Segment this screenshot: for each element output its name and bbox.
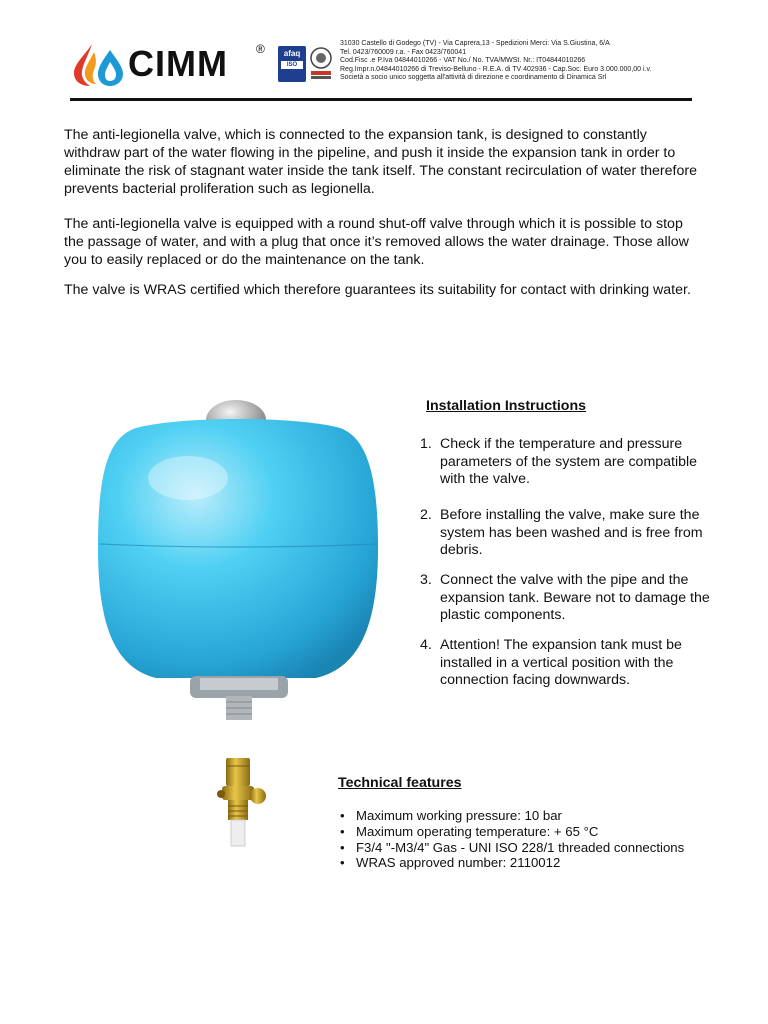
installation-instructions-heading: Installation Instructions [426, 398, 587, 414]
company-info-line: Cod.Fisc .e P.Iva 04844010266 - VAT No./ No. TVA/MWSt. Nr.: IT04844010266 [340, 57, 586, 65]
company-info-line: Reg.Impr.n.04844010266 di Treviso-Belluno - R.E.A. di TV 402936 - Cap.Soc. Euro 3.000.000,00 i.v. [340, 65, 652, 73]
header-divider [70, 98, 692, 101]
registered-mark: ® [256, 42, 265, 56]
technical-features-list [338, 808, 684, 871]
list-item [420, 572, 720, 625]
list-item [420, 637, 720, 690]
company-info-line: Società a socio unico soggetta all'attività di direzione e coordinamento di Dinamica Srl [340, 74, 607, 82]
logo-wordmark: CIMM [128, 43, 228, 84]
technical-features-heading: Technical features [338, 775, 462, 791]
list-item [338, 840, 684, 856]
list-item [338, 855, 684, 871]
list-item [420, 436, 720, 489]
bullet: • [340, 808, 345, 823]
list-item [338, 808, 684, 824]
step-number: 3. [420, 572, 432, 588]
company-info-line: 31030 Castello di Godego (TV) - Via Caprera,13 - Spedizioni Merci: Via S.Giustina, 6/A [340, 40, 610, 47]
brass-valve-icon [216, 756, 268, 852]
cimm-logo [70, 40, 275, 88]
step-text: Connect the valve with the pipe and the expansion tank. Beware not to damage the plastic components. [440, 572, 710, 624]
feature-text: Maximum operating temperature: + 65 °C [356, 823, 599, 839]
step-number: 4. [420, 637, 432, 653]
bullet: • [340, 855, 345, 871]
letterhead [0, 0, 768, 100]
company-info-line: Tel. 0423/760009 r.a. - Fax 0423/760041 [340, 48, 467, 56]
list-item [420, 507, 720, 560]
expansion-tank-icon [96, 398, 382, 724]
afaq-label: afaq [283, 49, 301, 58]
feature-text: Maximum working pressure: 10 bar [356, 808, 562, 823]
list-item [338, 824, 684, 840]
feature-text: F3/4 "-M3/4" Gas - UNI ISO 228/1 threaded connections [356, 839, 685, 855]
step-text: Before installing the valve, make sure the system has been washed and is free from debris. [440, 507, 703, 559]
drops-logo-icon [70, 40, 128, 88]
bullet: • [340, 823, 345, 839]
step-text: Check if the temperature and pressure parameters of the system are compatible with the valve. [440, 436, 698, 488]
step-text: Attention! The expansion tank must be installed in a vertical position with the connection facing downwards. [440, 637, 682, 689]
valve-description-paragraph: The anti-legionella valve is equipped with a round shut-off valve through which it is possible to stop the passage of water, and with a plug that once it’s removed allows the water drainage. Those allow you to easily replaced or do the maintenance on the tank. [64, 216, 689, 268]
afaq-certification-badge [278, 46, 306, 82]
feature-text: WRAS approved number: 2110012 [356, 855, 561, 871]
afaq-iso-label: ISO 9001 [281, 61, 303, 69]
bullet: • [340, 839, 345, 855]
company-info [340, 40, 670, 83]
step-number: 2. [420, 507, 432, 523]
step-number: 1. [420, 436, 432, 452]
wras-paragraph: The valve is WRAS certified which therefore guarantees its suitability for contact with drinking water. [64, 282, 691, 298]
bureau-veritas-seal-icon [309, 46, 333, 82]
intro-paragraph: The anti-legionella valve, which is connected to the expansion tank, is designed to constantly withdraw part of the water flowing in the pipeline, and push it inside the expansion tank in order to eliminate the risk of stagnant water inside the tank itself. The constant recirculation of water therefore prevents bacterial proliferation such as legionella. [64, 127, 697, 197]
